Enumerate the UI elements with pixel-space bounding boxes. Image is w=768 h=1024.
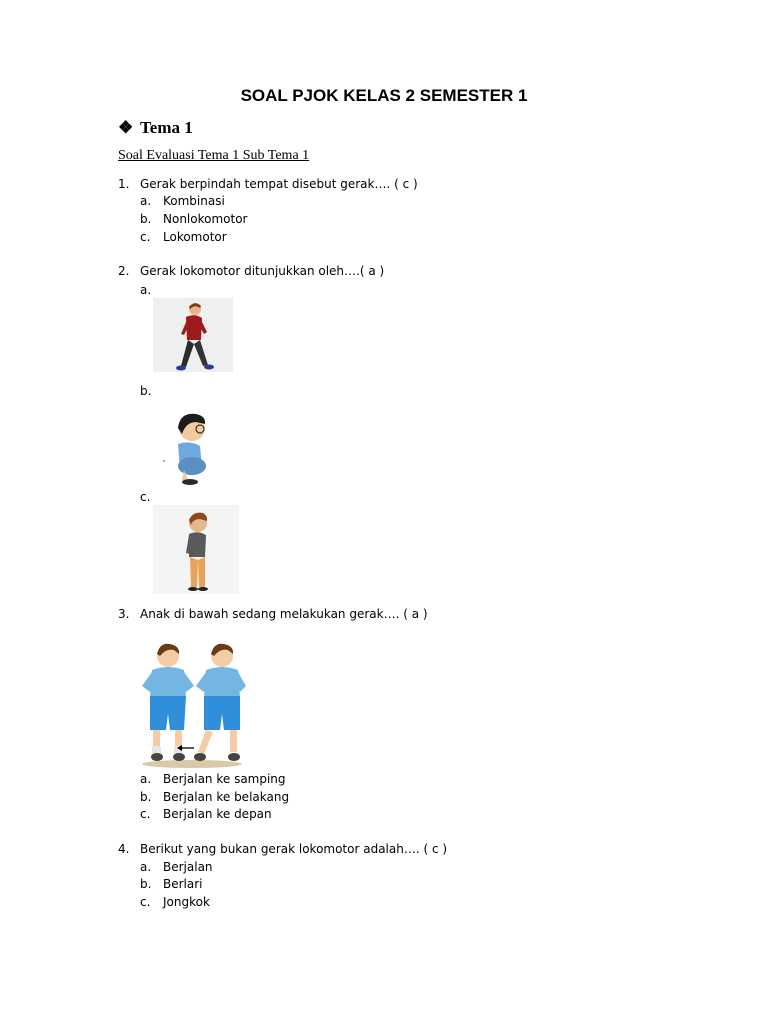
question-number: 3. xyxy=(118,607,130,621)
option-letter: c. xyxy=(140,230,151,244)
subtitle: Soal Evaluasi Tema 1 Sub Tema 1 xyxy=(118,148,310,163)
walking-boy-icon xyxy=(153,298,233,372)
option-text: Jongkok xyxy=(163,895,210,909)
standing-boy-icon xyxy=(153,505,239,594)
squatting-boy-icon xyxy=(160,408,220,488)
question-number: 4. xyxy=(118,842,130,856)
option-text: Lokomotor xyxy=(163,230,227,244)
side-walking-boys-icon xyxy=(136,638,248,768)
option-text: Nonlokomotor xyxy=(163,212,248,226)
theme-label: Tema 1 xyxy=(140,118,193,137)
question-text: Anak di bawah sedang melakukan gerak…. ( a ) xyxy=(140,607,428,621)
theme-heading xyxy=(118,118,193,138)
option-text: Berjalan ke depan xyxy=(163,807,272,821)
walking-boy-image xyxy=(153,298,233,372)
option-text: Berjalan ke belakang xyxy=(163,790,290,804)
option-text: Kombinasi xyxy=(163,194,225,208)
side-walking-boys-image xyxy=(136,638,248,768)
option-letter: b. xyxy=(140,212,152,226)
option-letter: a. xyxy=(140,772,152,786)
question-text: Gerak berpindah tempat disebut gerak…. ( c ) xyxy=(140,177,418,191)
option-letter: a. xyxy=(140,283,152,297)
question-text: Berikut yang bukan gerak lokomotor adalah…. ( c ) xyxy=(140,842,448,856)
option-letter: b. xyxy=(140,384,152,398)
option-text: Berjalan ke samping xyxy=(163,772,286,786)
option-letter: c. xyxy=(140,895,151,909)
standing-boy-image xyxy=(153,505,239,594)
option-letter: b. xyxy=(140,790,152,804)
option-letter: b. xyxy=(140,877,152,891)
option-text: Berlari xyxy=(163,877,203,891)
option-text: Berjalan xyxy=(163,860,213,874)
option-letter: c. xyxy=(140,490,151,504)
question-number: 1. xyxy=(118,177,130,191)
option-letter: a. xyxy=(140,860,152,874)
squatting-boy-image xyxy=(160,408,220,488)
page-title: SOAL PJOK KELAS 2 SEMESTER 1 xyxy=(240,86,528,105)
question-number: 2. xyxy=(118,264,130,278)
diamond-bullet-icon: ❖ xyxy=(118,118,134,137)
question-text: Gerak lokomotor ditunjukkan oleh….( a ) xyxy=(140,264,385,278)
option-letter: c. xyxy=(140,807,151,821)
option-letter: a. xyxy=(140,194,152,208)
